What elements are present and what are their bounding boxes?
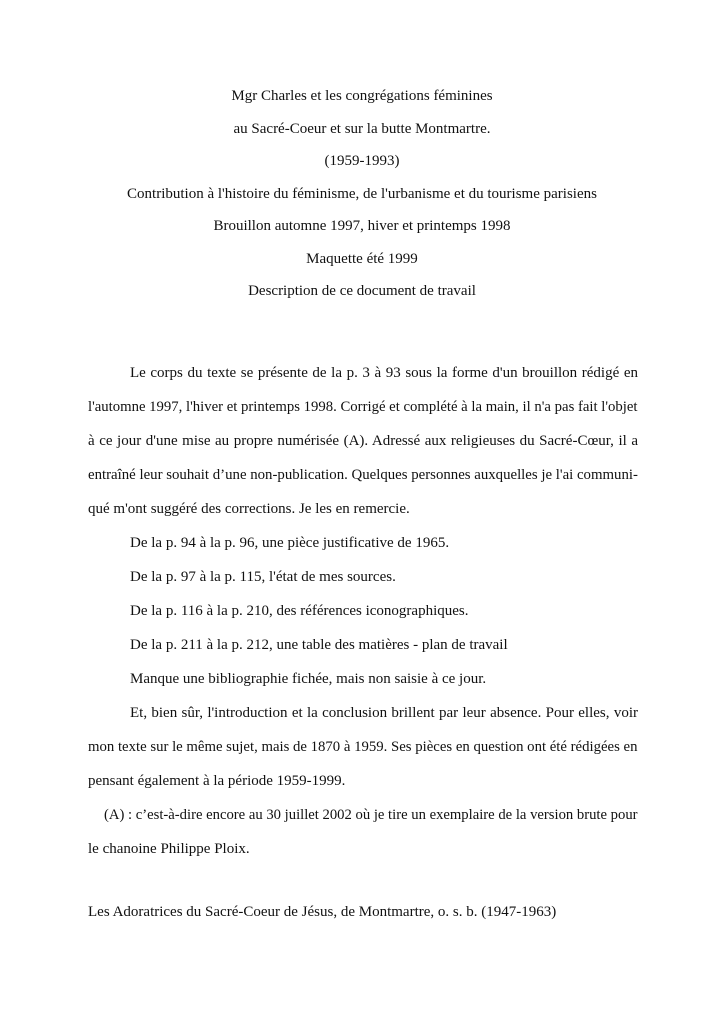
title-block (0, 86, 724, 314)
title-dates: (1959-1993) (324, 153, 400, 169)
paragraph-1-line-2: l'automne 1997, l'hiver et printemps 1998. Corrigé et complété à la main, il n'a pas fait l'objet (88, 399, 638, 415)
footnote-line-1: (A) : c’est-à-dire encore au 30 juillet 2002 où je tire un exemplaire de la version brute pour (104, 807, 638, 823)
title-line-2: au Sacré-Coeur et sur la butte Montmartre. (233, 120, 491, 137)
body-text (88, 356, 638, 866)
list-item: De la p. 94 à la p. 96, une pièce justificative de 1965. (130, 535, 450, 551)
section-heading: Les Adoratrices du Sacré-Coeur de Jésus, de Montmartre, o. s. b. (1947-1963) (88, 904, 557, 920)
title-layout-date: Maquette été 1999 (306, 250, 418, 267)
paragraph-2-line-2: mon texte sur le même sujet, mais de 1870 à 1959. Ses pièces en question ont été rédigées en (88, 739, 638, 755)
list-item: De la p. 97 à la p. 115, l'état de mes sources. (130, 569, 396, 585)
paragraph-1-line-4: entraîné leur souhait d’une non-publication. Quelques personnes auxquelles je l'ai communi- (88, 467, 638, 483)
paragraph-1-line-1: Le corps du texte se présente de la p. 3 à 93 sous la forme d'un brouillon rédigé en (130, 365, 638, 381)
paragraph-1-line-3: à ce jour d'une mise au propre numérisée (A). Adressé aux religieuses du Sacré-Cœur, il a (88, 433, 638, 449)
title-description: Description de ce document de travail (248, 283, 476, 299)
title-subtitle: Contribution à l'histoire du féminisme, de l'urbanisme et du tourisme parisiens (127, 185, 597, 202)
list-item: De la p. 116 à la p. 210, des références iconographiques. (130, 603, 469, 619)
title-draft-dates: Brouillon automne 1997, hiver et printemps 1998 (213, 218, 511, 234)
paragraph-2-line-3: pensant également à la période 1959-1999. (88, 773, 346, 789)
paragraph-1-line-5: qué m'ont suggéré des corrections. Je les en remercie. (88, 501, 410, 517)
footnote-line-2: le chanoine Philippe Ploix. (88, 841, 250, 857)
list-item: Manque une bibliographie fichée, mais non saisie à ce jour. (130, 671, 487, 687)
paragraph-2-line-1: Et, bien sûr, l'introduction et la conclusion brillent par leur absence. Pour elles, voir (130, 705, 638, 721)
title-line-1: Mgr Charles et les congrégations féminines (231, 88, 493, 104)
list-item: De la p. 211 à la p. 212, une table des matières - plan de travail (130, 637, 508, 653)
